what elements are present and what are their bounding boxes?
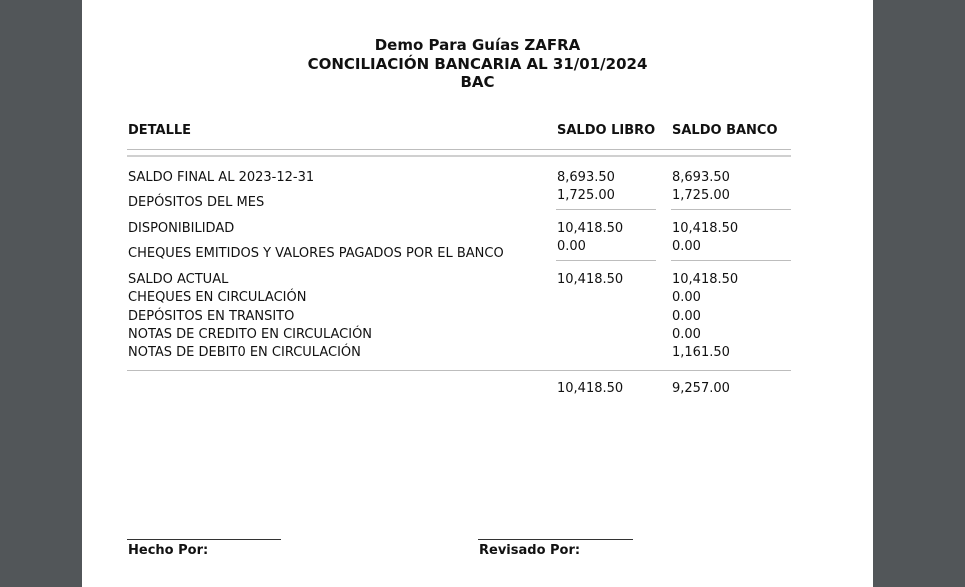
subtotal-line-bank-2 xyxy=(671,260,791,261)
totals-divider xyxy=(127,370,791,371)
column-header-bank-balance: SALDO BANCO xyxy=(672,123,778,138)
row-bank-notas-debito: 1,161.50 xyxy=(672,345,730,360)
row-book-saldo-final: 8,693.50 xyxy=(557,170,615,185)
row-bank-depositos-transito: 0.00 xyxy=(672,309,701,324)
row-bank-disponibilidad: 10,418.50 xyxy=(672,221,739,236)
row-bank-saldo-final: 8,693.50 xyxy=(672,170,730,185)
company-name: Demo Para Guías ZAFRA xyxy=(374,36,581,54)
row-bank-saldo-actual: 10,418.50 xyxy=(672,272,739,287)
row-bank-notas-credito: 0.00 xyxy=(672,327,701,342)
subtotal-line-bank-1 xyxy=(671,209,791,210)
column-header-book-balance: SALDO LIBRO xyxy=(557,123,656,138)
bank-name: BAC xyxy=(460,73,495,91)
subtotal-line-book-2 xyxy=(556,260,656,261)
row-book-saldo-actual: 10,418.50 xyxy=(557,272,624,287)
row-label-depositos-transito: DEPÓSITOS EN TRANSITO xyxy=(128,309,295,324)
signature-label-made-by: Hecho Por: xyxy=(128,543,209,558)
row-book-disponibilidad: 10,418.50 xyxy=(557,221,624,236)
row-label-cheques-emitidos: CHEQUES EMITIDOS Y VALORES PAGADOS POR EL BANCO xyxy=(128,246,504,261)
row-bank-depositos-mes: 1,725.00 xyxy=(672,188,730,203)
row-label-notas-debito: NOTAS DE DEBIT0 EN CIRCULACIÓN xyxy=(128,345,361,360)
row-book-depositos-mes: 1,725.00 xyxy=(557,188,615,203)
signature-line-made-by xyxy=(127,539,281,540)
row-book-cheques-emitidos: 0.00 xyxy=(557,239,586,254)
row-label-disponibilidad: DISPONIBILIDAD xyxy=(128,221,235,236)
total-book-balance: 10,418.50 xyxy=(557,381,624,396)
report-page xyxy=(82,0,873,587)
row-label-depositos-mes: DEPÓSITOS DEL MES xyxy=(128,195,265,210)
row-bank-cheques-emitidos: 0.00 xyxy=(672,239,701,254)
row-label-cheques-circulacion: CHEQUES EN CIRCULACIÓN xyxy=(128,290,307,305)
row-bank-cheques-circulacion: 0.00 xyxy=(672,290,701,305)
subtotal-line-book-1 xyxy=(556,209,656,210)
header-divider-top xyxy=(127,149,791,150)
report-title: CONCILIACIÓN BANCARIA AL 31/01/2024 xyxy=(307,55,648,73)
signature-label-reviewed-by: Revisado Por: xyxy=(479,543,581,558)
row-label-saldo-final: SALDO FINAL AL 2023-12-31 xyxy=(128,170,315,185)
header-divider-bottom xyxy=(127,155,791,157)
signature-line-reviewed-by xyxy=(478,539,633,540)
row-label-saldo-actual: SALDO ACTUAL xyxy=(128,272,229,287)
column-header-detail: DETALLE xyxy=(128,123,192,138)
row-label-notas-credito: NOTAS DE CREDITO EN CIRCULACIÓN xyxy=(128,327,373,342)
total-bank-balance: 9,257.00 xyxy=(672,381,730,396)
